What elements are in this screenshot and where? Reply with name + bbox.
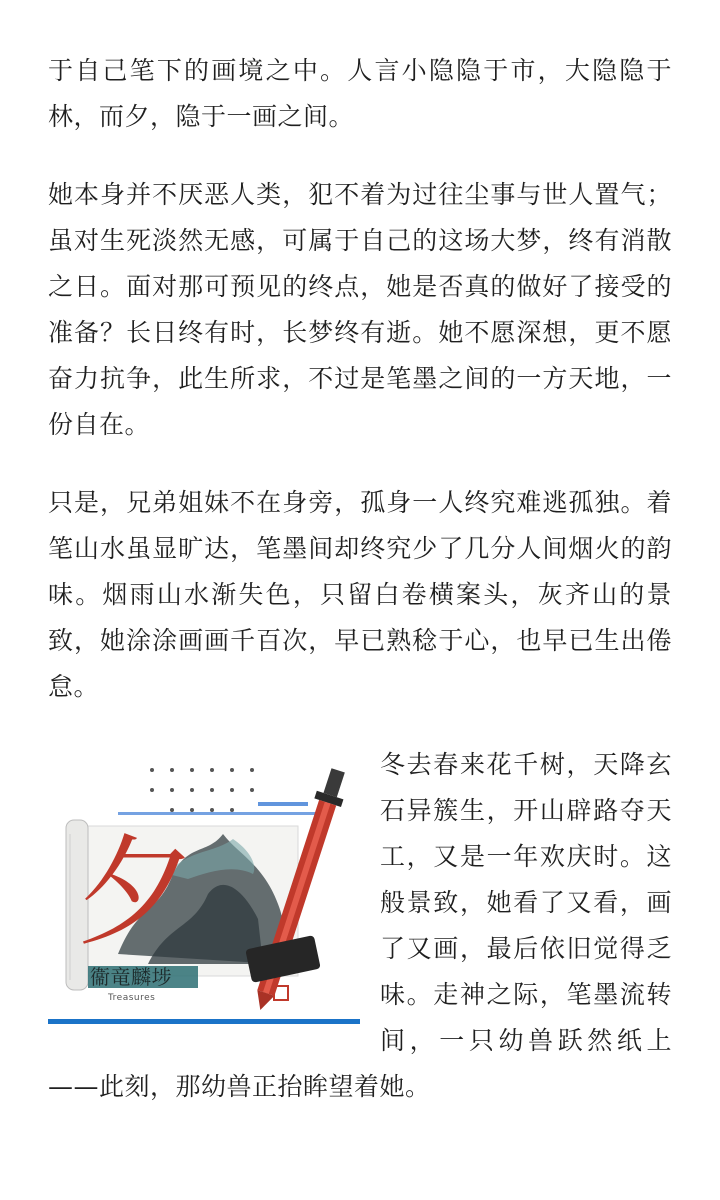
ink-scroll-illustration	[48, 754, 360, 1024]
paragraph-2: 她本身并不厌恶人类，犯不着为过往尘事与世人置气；虽对生死淡然无感，可属于自己的这场大梦，终有消散之日。面对那可预见的终点，她是否真的做好了接受的准备？长日终有时，长梦终有逝。她不愿深想，更不愿奋力抗争，此生所求，不过是笔墨之间的一方天地，一份自在。	[48, 180, 672, 439]
figure-underline	[48, 1019, 360, 1024]
paragraph-1: 于自己笔下的画境之中。人言小隐隐于市，大隐隐于林，而夕，隐于一画之间。	[48, 56, 672, 131]
figure-caption-small: Treasures	[108, 993, 156, 1003]
paragraph-3: 只是，兄弟姐妹不在身旁，孤身一人终究难逃孤独。着笔山水虽显旷达，笔墨间却终究少了几分人间烟火的韵味。烟雨山水渐失色，只留白卷横案头，灰齐山的景致，她涂涂画画千百次，早已熟稔于心，也早已生出倦怠。	[48, 488, 672, 701]
figure-block	[48, 742, 672, 1110]
dot-grid	[150, 768, 254, 812]
paragraph-4: 冬去春来花千树，天降玄石异簇生，开山辟路夺天工，又是一年欢庆时。这般景致，她看了又看，画了又画，最后依旧觉得乏味。走神之际，笔墨流转间，一只幼兽跃然纸上——此刻，那幼兽正抬眸望着她。	[48, 750, 672, 1101]
seal-char: 夕	[76, 824, 197, 963]
ink-painting-figure	[48, 754, 360, 1024]
figure-title: 衞竜麟埗	[90, 965, 172, 989]
